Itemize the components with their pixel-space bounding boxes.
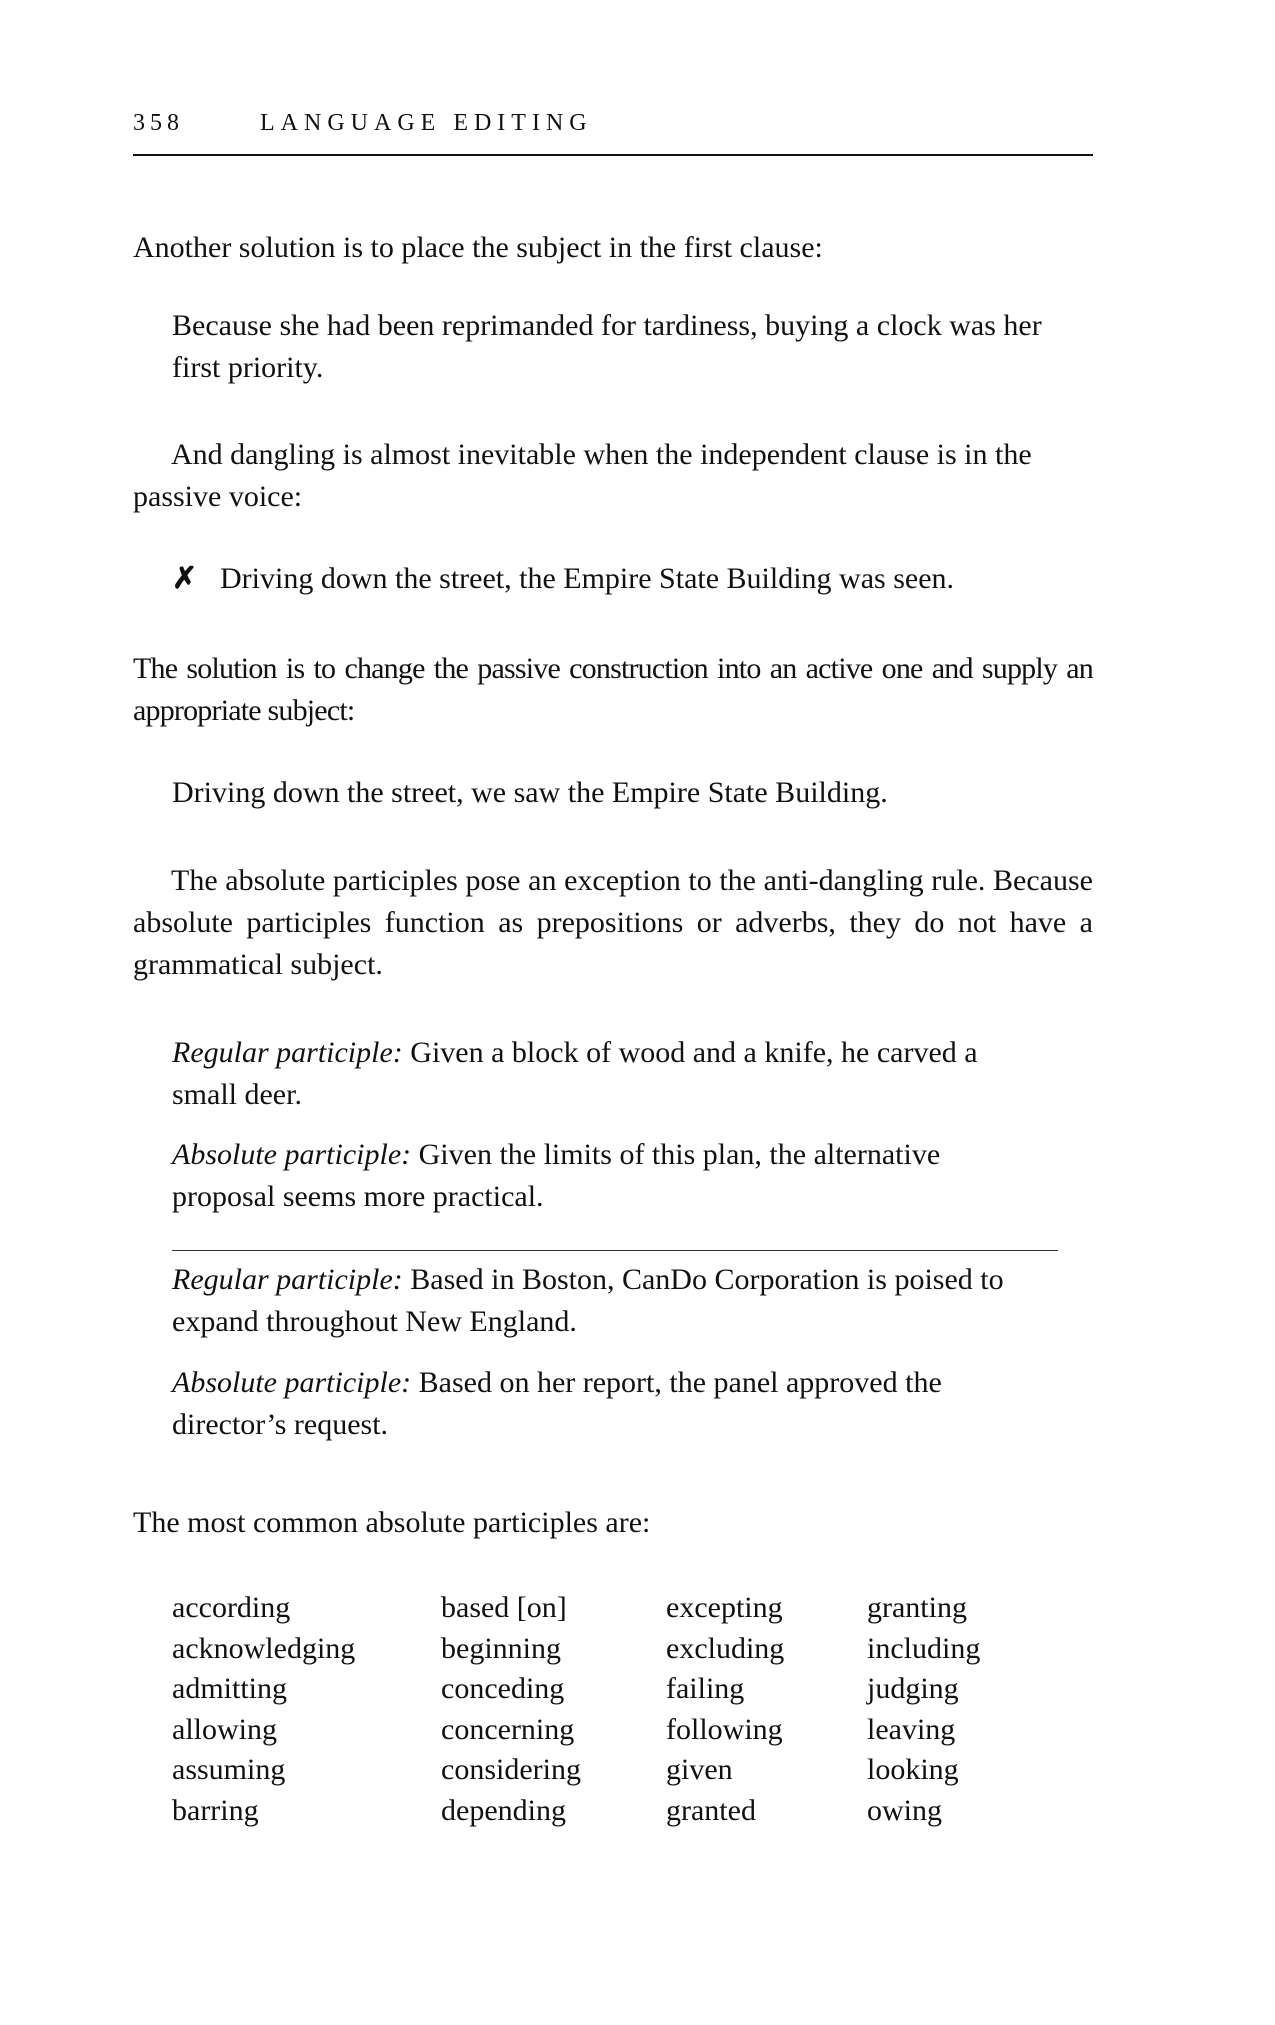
word-item: excepting xyxy=(666,1591,783,1624)
word-item: beginning xyxy=(441,1631,561,1665)
word-column-1 xyxy=(172,1588,355,1831)
example-label: Absolute participle: xyxy=(172,1366,412,1399)
example-text: Based in Boston, CanDo Corporation is poised to expand throughout New England. xyxy=(172,1263,1004,1338)
section-title: LANGUAGE EDITING xyxy=(260,110,593,136)
word-item: based [on] xyxy=(441,1591,567,1624)
example-absolute-participle-1 xyxy=(172,1134,1032,1218)
word-item: allowing xyxy=(172,1712,277,1746)
word-column-2 xyxy=(441,1588,581,1831)
example-regular-participle-2 xyxy=(172,1259,1032,1343)
word-item: failing xyxy=(666,1672,745,1705)
word-item: conceding xyxy=(441,1672,565,1705)
example-label: Regular participle: xyxy=(172,1263,403,1296)
word-item: depending xyxy=(441,1793,566,1827)
word-column-3 xyxy=(666,1588,784,1831)
word-item: excluding xyxy=(666,1631,785,1665)
word-item: admitting xyxy=(172,1672,287,1705)
word-item: concerning xyxy=(441,1712,575,1746)
word-item: acknowledging xyxy=(172,1631,356,1665)
example-active-construction: Driving down the street, we saw the Empire State Building. xyxy=(172,776,888,809)
word-item: judging xyxy=(867,1672,959,1705)
word-item: looking xyxy=(867,1753,959,1786)
word-item: leaving xyxy=(867,1712,956,1746)
word-item: including xyxy=(867,1631,981,1665)
example-incorrect-passive: Driving down the street, the Empire State Building was seen. xyxy=(220,562,955,595)
word-item: granted xyxy=(666,1793,756,1827)
paragraph-solution-first-clause: Another solution is to place the subject in the first clause: xyxy=(133,231,823,264)
word-column-4 xyxy=(867,1588,980,1831)
example-text: Given the limits of this plan, the alternative proposal seems more practical. xyxy=(172,1138,941,1213)
example-text: Given a block of wood and a knife, he carved a small deer. xyxy=(172,1036,978,1111)
example-label: Absolute participle: xyxy=(172,1138,412,1171)
word-item: assuming xyxy=(172,1753,286,1786)
page-number: 358 xyxy=(133,110,184,136)
paragraph-passive-voice: And dangling is almost inevitable when the independent clause is in the passive voice: xyxy=(133,438,1032,513)
divider xyxy=(172,1250,1058,1251)
paragraph-absolute-participles: The absolute participles pose an exception to the anti-dangling rule. Because absolute participles function as prepositions or adverbs, they do not have a grammatical subject. xyxy=(133,864,1093,981)
word-item: granting xyxy=(867,1591,967,1624)
running-head xyxy=(133,110,1093,156)
example-regular-participle-1 xyxy=(172,1032,1032,1116)
example-label: Regular participle: xyxy=(172,1036,403,1069)
example-absolute-participle-2 xyxy=(172,1362,1032,1446)
word-item: owing xyxy=(867,1793,942,1827)
word-item: following xyxy=(666,1712,783,1746)
word-item: according xyxy=(172,1591,291,1624)
word-item: considering xyxy=(441,1753,581,1786)
word-item: barring xyxy=(172,1793,259,1827)
example-text: Based on her report, the panel approved the director’s request. xyxy=(172,1366,942,1441)
paragraph-common-absolute-participles: The most common absolute participles are: xyxy=(133,1506,651,1539)
example-correct-first-clause: Because she had been reprimanded for tardiness, buying a clock was her first priority. xyxy=(172,309,1042,384)
paragraph-active-solution: The solution is to change the passive construction into an active one and supply an appropriate subject: xyxy=(133,652,1093,727)
word-item: given xyxy=(666,1753,733,1786)
x-mark-icon: ✗ xyxy=(172,562,198,595)
